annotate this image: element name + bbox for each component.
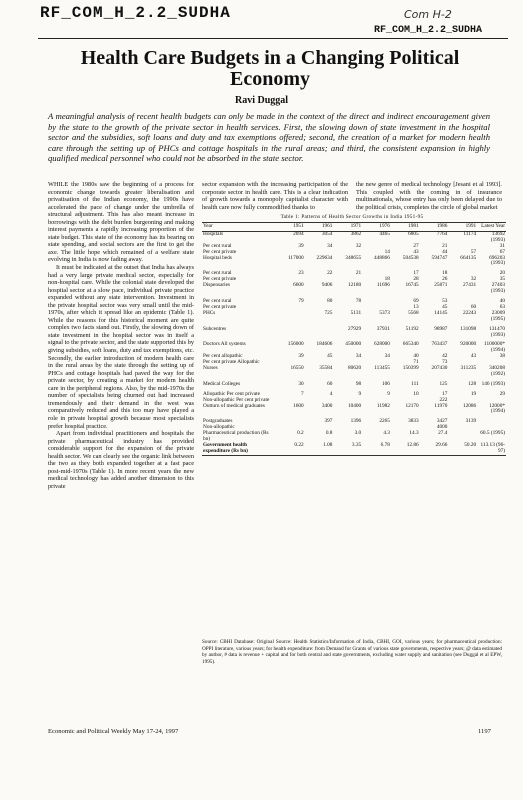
table-cell: 16550 xyxy=(290,365,304,372)
column-header: 1951 xyxy=(276,223,305,232)
table-cell: 18 xyxy=(442,270,448,277)
table-cell: 131470 (1993) xyxy=(489,325,505,338)
table-cell: 73 xyxy=(442,359,448,366)
table-cell: 665340 xyxy=(402,341,419,348)
table-cell: 34 xyxy=(327,242,333,249)
table-cell: 10400 xyxy=(347,402,362,409)
table-cell: 31 xyxy=(499,242,505,249)
table-cell: 131098 xyxy=(460,325,477,332)
table-row xyxy=(202,327,506,339)
row-label: Hospital beds xyxy=(203,254,232,261)
table-cell: 0.8 xyxy=(325,430,333,437)
table-cell: 27431 xyxy=(462,282,477,289)
table-cell: 3400 xyxy=(321,402,333,409)
table-row xyxy=(202,366,506,378)
table-cell: 156000 xyxy=(287,341,304,348)
table-cell: 40 xyxy=(413,353,419,360)
row-label: Per cent allopathic xyxy=(203,353,243,360)
row-label: Outturn of medical graduates xyxy=(203,402,265,409)
table-cell: 4 xyxy=(329,390,333,397)
table-cell: 21 xyxy=(442,242,448,249)
row-label: Per cent rural xyxy=(203,242,232,249)
table-cell: 113.13 (96-97) xyxy=(477,443,506,455)
row-label: Per cent rural xyxy=(203,270,232,277)
table-cell: 106 xyxy=(381,380,390,387)
table-cell: 229634 xyxy=(316,254,333,261)
table-cell: 35584 xyxy=(319,365,333,372)
table-row xyxy=(202,311,506,323)
table-cell: 20 xyxy=(499,270,505,277)
table-cell: 11696 xyxy=(376,282,390,289)
table-cell: 5131 xyxy=(350,309,362,316)
table-cell: 98987 xyxy=(434,325,448,332)
paragraph: sector expansion with the increasing participation of the corporate sector in health care. This is a clear indication of growth towards a monopoly capitalist character with health care now fully commodified thanks to xyxy=(202,181,348,211)
archive-stamp-small: RF_COM_H_2.2_SUDHA xyxy=(374,25,483,36)
table-cell: 207430 xyxy=(431,365,448,372)
body-column-2 xyxy=(202,181,348,216)
row-label: Per cent private Allopathic xyxy=(203,359,260,366)
table-cell: 27929 xyxy=(347,325,362,332)
table-cell: 397 xyxy=(324,418,333,425)
body-column-1 xyxy=(48,181,194,736)
table-cell: 39 xyxy=(298,242,304,249)
table-cell: 4465 xyxy=(379,230,390,237)
column-header: 1991 xyxy=(448,223,477,232)
article-abstract: A meaningful analysis of recent health budgets can only be made in the context of the direct and indirect encouragement given by the state to the growth of the private sector in health services. First, the slowing down of state investment in the hospital sector and the subsidies, soft loans and duty and tax exemptions offered; second, the creation of a market for modern health care through the setting up of PHCs and cottage hospitals in the rural areas; and third, the consistent expansion in highly qualified medical personnel who could not be absorbed in the state sector. xyxy=(48,111,490,164)
archive-stamp: RF_COM_H_2.2_SUDHA xyxy=(40,4,231,22)
table-cell: 12180 xyxy=(347,282,362,289)
table-cell: 60 xyxy=(327,380,333,387)
table-cell: 594747 xyxy=(431,254,448,261)
table-cell: 32 xyxy=(470,276,477,283)
table-cell: 1396 xyxy=(350,418,362,425)
table-cell: 12170 xyxy=(405,402,419,409)
table-cell: 9 xyxy=(387,390,390,397)
table-cell: 30 xyxy=(298,380,304,387)
table-cell: 1100000* (1994) xyxy=(484,341,505,354)
table-cell: 26 xyxy=(442,276,448,283)
column-header: 1976 xyxy=(362,223,391,232)
table-cell: 17 xyxy=(413,270,419,277)
table-cell: 111 xyxy=(411,380,419,387)
table-cell: 3054 xyxy=(321,230,333,237)
table-cell: 17 xyxy=(442,390,448,397)
table-cell: 3.35 xyxy=(333,443,362,455)
table-row xyxy=(202,404,506,416)
table-cell: 6.78 xyxy=(362,443,391,455)
table-cell: 348655 xyxy=(345,254,362,261)
table-cell: 19 xyxy=(470,390,477,397)
table-cell: 11982 xyxy=(376,402,390,409)
table-row xyxy=(202,231,506,243)
table-cell: 22 xyxy=(327,270,333,277)
column-header: 1986 xyxy=(420,223,449,232)
table-cell: 628000 xyxy=(374,341,390,348)
table-cell: 3427 xyxy=(436,418,448,425)
table-cell: 53 xyxy=(442,297,448,304)
table-cell: 51192 xyxy=(405,325,419,332)
table-cell: 2265 xyxy=(379,418,390,425)
table-cell: 50.20 xyxy=(448,443,477,455)
table-cell: 60.5 (1995) xyxy=(480,430,505,437)
table-cell: 117000 xyxy=(287,254,304,261)
row-label: Per cent private xyxy=(203,303,237,310)
row-label: Per cent private xyxy=(203,248,237,255)
table-cell: 5373 xyxy=(379,309,390,316)
article-title: Health Care Budgets in a Changing Political Economy xyxy=(80,47,460,90)
paragraph: Apart from individual practitioners and hospitals the private pharmaceutical industry has provided considerable support for the expansion of the private health sector. We can clearly see the organic link between the two as they both expanded together at a fast pace post-mid-1970s (Table 1). In more recent years the new medical technology has added another dimension to this private xyxy=(48,430,194,490)
table-cell: 12000* (1994) xyxy=(489,402,505,415)
table-cell: 504538 xyxy=(402,254,419,261)
table-cell xyxy=(276,311,305,323)
paragraph: It must be indicated at the outset that India has always had a very large private medical sector, especially for non-hospital care. While the colonial state developed the hospital sector at a slow pace, individual private practice expanded without any state intervention. Investment in the private hospital sector was very small until the mid-1970s, after which it spread like an epidemic (Table 1). While the reasons for this historical moment are quite complex two facts stand out. Firstly, the slowing down of state investment in the hospital sector was in itself a signal to the private sector, and the state supported this by giving subsidies, soft loans, duty and tax exemptions, etc. Secondly, the earlier introduction of modern health care in the rural areas by the state through the setting up of PHCs and cottage hospitals had paved the way for the private sector, by creating a market for modern health care in the peripheral regions. Also, by the mid-1970s the number of specialists being churned out had increased tremendously and their demand in the west was comparatively reduced and this too may have played a role in private hospital growth because most specialists prefer hospital practice. xyxy=(48,264,194,430)
table-cell: 5568 xyxy=(408,309,419,316)
table-cell: 0.2 xyxy=(297,430,304,437)
table-source-note: Source: CBHI Database: Original Source: Health Statistics/Information of India, CBHI, GOI, various years; for pharmaceutical production: OPPI literature, various years; for health expenditure: from Demand for Grants of various state governments, respective years; @ data estimated by author, # data is revenue + capital and for both central and state governments, excluding water supply and sanitation (see Duggal et al EPW, 1995). xyxy=(202,639,502,665)
table-cell: 44 xyxy=(442,248,448,255)
table-cell: 664135 xyxy=(460,254,477,261)
row-label: Non-allopathic Per cent private xyxy=(203,396,270,403)
table-cell: 98 xyxy=(355,380,362,387)
row-label: Postgraduates xyxy=(203,418,233,425)
table-cell: 113455 xyxy=(374,365,390,372)
table-cell: 14.3 xyxy=(409,430,419,437)
row-label: Pharmaceutical production (Rs bn) xyxy=(203,430,269,443)
table-cell: 4000 xyxy=(436,424,448,431)
table-row xyxy=(202,256,506,268)
page-number: 1197 xyxy=(478,728,491,735)
table-cell: 28 xyxy=(413,276,419,283)
table-cell: 80620 xyxy=(347,365,362,372)
table-cell: 10 xyxy=(413,390,419,397)
table-cell: 39 xyxy=(298,353,304,360)
table-cell: 3862 xyxy=(350,230,362,237)
table-cell: 57 xyxy=(470,248,477,255)
row-label: Per cent rural xyxy=(203,297,232,304)
row-label: Hospitals xyxy=(203,230,224,237)
table-cell: 311235 xyxy=(460,365,477,372)
table-cell: 4.3 xyxy=(383,430,390,437)
table-cell: 11174 xyxy=(463,230,477,237)
table-cell: 32 xyxy=(355,242,362,249)
table-cell xyxy=(305,327,334,339)
table-cell: 6600 xyxy=(293,282,304,289)
table-cell: 40 xyxy=(499,297,505,304)
row-label: Allopathic Per cent private xyxy=(203,390,260,397)
table-cell: 725 xyxy=(324,309,333,316)
table-cell: 7764 xyxy=(436,230,448,237)
table-cell: 29 xyxy=(499,390,505,397)
row-label: PHCs xyxy=(203,309,216,316)
table-cell: 450000 xyxy=(345,341,362,348)
table-cell: 16745 xyxy=(405,282,419,289)
table-cell: 920000 xyxy=(460,341,477,348)
table-cell: 340208 (1992) xyxy=(489,365,505,377)
table-row xyxy=(202,283,506,295)
table-cell xyxy=(276,327,305,339)
article-author: Ravi Duggal xyxy=(234,95,289,106)
table-cell: 22243 xyxy=(462,309,477,316)
row-label: Non-allopathic xyxy=(203,424,235,431)
column-header: 1981 xyxy=(391,223,420,232)
journal-footer: Economic and Political Weekly May 17-24, 1997 xyxy=(48,728,179,735)
table-cell: 67 xyxy=(499,248,505,255)
table-cell: 3.0 xyxy=(354,430,362,437)
table-cell: 60 xyxy=(470,303,477,310)
table-cell: 69 xyxy=(413,297,419,304)
table-cell: 35 xyxy=(499,276,505,283)
column-header: 1961 xyxy=(305,223,334,232)
table-row xyxy=(202,443,506,455)
table-cell: 14145 xyxy=(434,309,448,316)
table-cell: 80 xyxy=(327,297,333,304)
column-header: Year xyxy=(202,223,276,232)
table-cell: 146 (1993) xyxy=(481,380,505,387)
table-row xyxy=(202,342,506,354)
column-header: Latest Year xyxy=(477,223,506,232)
table-cell: 45 xyxy=(442,303,448,310)
table-cell: 0.22 xyxy=(276,443,305,455)
table-cell: 763437 xyxy=(431,341,448,348)
table-cell: 71 xyxy=(413,359,419,366)
column-header: 1971 xyxy=(333,223,362,232)
table-cell: 79 xyxy=(298,297,304,304)
row-label: Subcentres xyxy=(203,325,227,332)
table-cell: 222 xyxy=(439,396,448,403)
table-cell: 21 xyxy=(355,270,362,277)
table-cell: 23 xyxy=(298,270,304,277)
row-label: Dispensaries xyxy=(203,282,231,289)
table-cell: 184606 xyxy=(316,341,333,348)
table-cell: 37931 xyxy=(376,325,390,332)
row-label: Government health expenditure (Rs bn) xyxy=(202,443,276,455)
table-cell: 18 xyxy=(384,276,390,283)
table-cell: 14 xyxy=(384,248,390,255)
table-cell: 125 xyxy=(439,380,448,387)
handwritten-note: Com H-2 xyxy=(404,8,452,21)
table-cell: 13692 (1993) xyxy=(490,230,505,243)
table-cell: 128 xyxy=(468,380,477,387)
header-rule xyxy=(38,38,508,39)
table-cell: 34 xyxy=(384,353,390,360)
table-cell: 3833 xyxy=(408,418,419,425)
table-cell: 3139 xyxy=(465,418,477,425)
table-cell: 27 xyxy=(413,242,419,249)
table-cell: 1.08 xyxy=(305,443,334,455)
row-label: Per cent private xyxy=(203,276,237,283)
table-cell: 23009 (1995) xyxy=(490,309,505,322)
table-cell: 448866 xyxy=(374,254,390,261)
paragraph: WHILE the 1980s saw the beginning of a process for economic change towards greater liberalisation and privatisation of the Indian economy, the 1990s have accelerated the pace of change under the umbrella of structural adjustment. This has also meant increase in borrowings with the debt burden burgeoning and making interest payments a rapidly increasing proportion of the state budget. This state of the economy has its bearing on state spending, and social sectors are the first to get the axe. The little hope which remained of a welfare state evolving in India is now fading away. xyxy=(48,181,194,264)
table-cell: 2694 xyxy=(293,230,304,237)
table-cell: 12.86 xyxy=(391,443,420,455)
table-cell: 45 xyxy=(327,353,333,360)
table-cell: 34 xyxy=(355,353,362,360)
row-label: Medical Colleges xyxy=(203,380,241,387)
table-cell: 38 xyxy=(499,353,505,360)
health-sector-table xyxy=(202,222,506,456)
row-label: Nurses xyxy=(203,365,218,372)
paragraph: the new genre of medical technology [Jesani et al 1993]. This coupled with the coming in of insurance multinationals, whose entry has only been delayed due to the political crisis, completes the circle of global market xyxy=(356,181,502,211)
table-cell: 43 xyxy=(470,353,477,360)
table-caption: Table 1: Patterns of Health Sector Growths in India 1951-95 xyxy=(280,214,424,220)
table-cell: 696203 (1993) xyxy=(489,254,505,267)
table-cell: 11970 xyxy=(434,402,448,409)
table-cell: 9 xyxy=(358,390,362,397)
table-cell: 150399 xyxy=(402,365,419,372)
table-cell: 9406 xyxy=(321,282,333,289)
table-cell: 13 xyxy=(413,303,419,310)
table-cell: 7 xyxy=(301,390,304,397)
table-cell: 25871 xyxy=(434,282,448,289)
body-column-3 xyxy=(356,181,502,216)
table-cell: 1600 xyxy=(293,402,304,409)
table-cell: 78 xyxy=(355,297,362,304)
table-cell: 29.66 xyxy=(420,443,449,455)
row-label: Doctors All systems xyxy=(203,341,246,348)
table-cell: 6805 xyxy=(408,230,419,237)
table-cell: 27.4 xyxy=(438,430,448,437)
table-cell: 42 xyxy=(442,353,448,360)
table-cell: 27403 (1993) xyxy=(490,282,505,295)
table-cell: 12086 xyxy=(462,402,477,409)
table-cell: 43 xyxy=(413,248,419,255)
table-cell: 63 xyxy=(499,303,505,310)
